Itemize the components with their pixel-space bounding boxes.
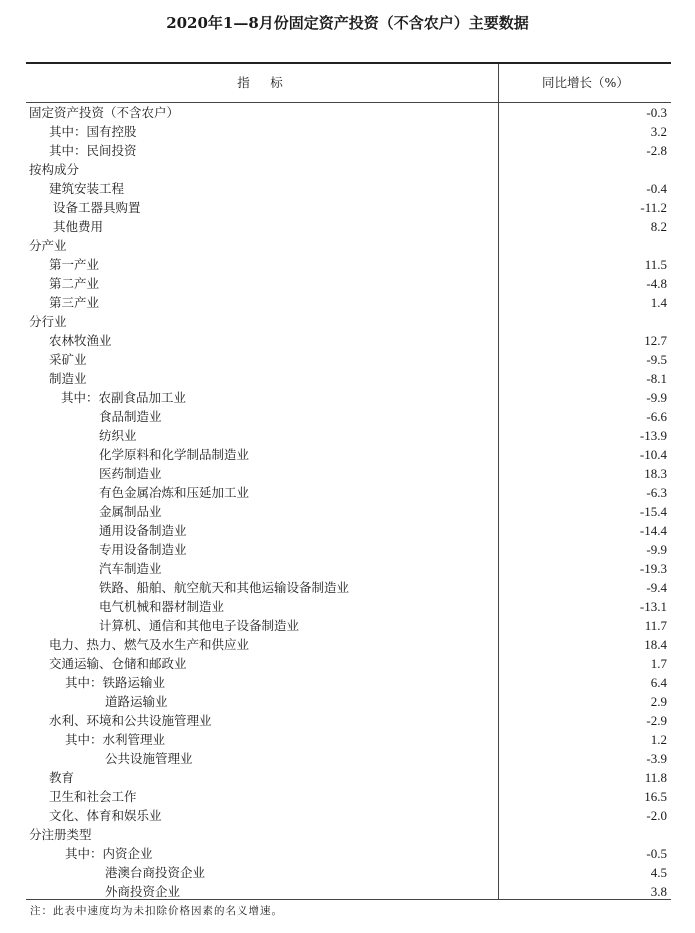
table-row [26, 730, 671, 749]
row-label: 计算机、通信和其他电子设备制造业 [99, 618, 300, 633]
row-label: 卫生和社会工作 [49, 789, 137, 804]
row-value: 2.9 [650, 694, 667, 709]
row-value: 1.2 [650, 732, 667, 747]
row-label: 纺织业 [99, 428, 137, 443]
row-label: 专用设备制造业 [99, 542, 187, 557]
row-value: 1.4 [650, 295, 667, 310]
table-row [26, 160, 671, 179]
table-row [26, 483, 671, 502]
row-value: -9.9 [646, 390, 667, 405]
row-label: 农林牧渔业 [49, 333, 112, 348]
table-row [26, 293, 671, 312]
table-row [26, 426, 671, 445]
table-row [26, 122, 671, 141]
table-row [26, 274, 671, 293]
row-label: 港澳台商投资企业 [105, 865, 206, 880]
row-label: 分注册类型 [29, 827, 92, 842]
row-label: 教育 [49, 770, 75, 785]
table-row [26, 217, 671, 236]
header-indicator: 指 标 [237, 75, 287, 90]
row-label: 分产业 [29, 238, 67, 253]
row-value: -2.8 [646, 143, 667, 158]
table-row [26, 673, 671, 692]
row-value: -0.4 [646, 181, 667, 196]
row-label: 医药制造业 [99, 466, 162, 481]
row-value: 3.8 [650, 884, 667, 899]
table-row [26, 502, 671, 521]
row-label: 分行业 [29, 314, 67, 329]
data-table [26, 62, 671, 900]
row-label: 制造业 [49, 371, 87, 386]
table-row [26, 179, 671, 198]
row-value: -2.0 [646, 808, 667, 823]
table-rows [26, 103, 671, 901]
row-label: 其中：民间投资 [49, 143, 137, 158]
table-row [26, 749, 671, 768]
table-row [26, 103, 671, 122]
row-value: -6.3 [646, 485, 667, 500]
table-row [26, 711, 671, 730]
row-value: -19.3 [639, 561, 667, 576]
row-value: -9.5 [646, 352, 667, 367]
row-label: 采矿业 [49, 352, 87, 367]
table-note: 注：此表中速度均为未扣除价格因素的名义增速。 [30, 905, 283, 917]
row-value: 18.4 [644, 637, 667, 652]
row-value: -9.9 [646, 542, 667, 557]
row-label: 交通运输、仓储和邮政业 [49, 656, 187, 671]
row-label: 金属制品业 [99, 504, 162, 519]
row-label: 通用设备制造业 [99, 523, 187, 538]
row-label: 固定资产投资（不含农户） [29, 105, 180, 120]
table-row [26, 255, 671, 274]
table-row [26, 369, 671, 388]
row-value: -0.5 [646, 846, 667, 861]
row-value: -4.8 [646, 276, 667, 291]
row-label: 第二产业 [49, 276, 100, 291]
table-row [26, 768, 671, 787]
row-value: -13.1 [639, 599, 667, 614]
table-row [26, 407, 671, 426]
table-row [26, 825, 671, 844]
table-header [26, 64, 671, 103]
row-value: 16.5 [644, 789, 667, 804]
table-row [26, 692, 671, 711]
row-label: 电力、热力、燃气及水生产和供应业 [49, 637, 250, 652]
row-label: 道路运输业 [105, 694, 168, 709]
row-label: 外商投资企业 [105, 884, 181, 899]
row-value: -15.4 [639, 504, 667, 519]
table-row [26, 882, 671, 901]
row-value: -14.4 [639, 523, 667, 538]
table-row [26, 616, 671, 635]
table-row [26, 445, 671, 464]
table-row [26, 787, 671, 806]
table-body [26, 103, 671, 900]
row-value: 4.5 [650, 865, 667, 880]
table-row [26, 464, 671, 483]
table-row [26, 198, 671, 217]
row-label: 其中：内资企业 [65, 846, 153, 861]
table-row [26, 654, 671, 673]
table-row [26, 578, 671, 597]
table-row [26, 236, 671, 255]
row-label: 其中：铁路运输业 [65, 675, 166, 690]
row-label: 其中：水利管理业 [65, 732, 166, 747]
table-row [26, 635, 671, 654]
table-row [26, 540, 671, 559]
table-row [26, 388, 671, 407]
row-label: 按构成分 [29, 162, 80, 177]
row-label: 建筑安装工程 [49, 181, 125, 196]
row-value: 11.8 [644, 770, 667, 785]
row-value: -0.3 [646, 105, 667, 120]
row-value: -9.4 [646, 580, 667, 595]
row-value: 18.3 [644, 466, 667, 481]
row-label: 汽车制造业 [99, 561, 162, 576]
row-value: -6.6 [646, 409, 667, 424]
row-label: 第三产业 [49, 295, 100, 310]
row-label: 其中：国有控股 [49, 124, 137, 139]
row-label: 其他费用 [53, 219, 104, 234]
row-label: 其中：农副食品加工业 [61, 390, 187, 405]
row-value: -3.9 [646, 751, 667, 766]
row-value: -2.9 [646, 713, 667, 728]
row-label: 第一产业 [49, 257, 100, 272]
table-row [26, 559, 671, 578]
row-value: 6.4 [650, 675, 667, 690]
row-label: 铁路、船舶、航空航天和其他运输设备制造业 [99, 580, 350, 595]
row-value: -8.1 [646, 371, 667, 386]
table-row [26, 844, 671, 863]
row-label: 食品制造业 [99, 409, 162, 424]
table-row [26, 806, 671, 825]
row-label: 公共设施管理业 [105, 751, 193, 766]
row-value: 11.7 [644, 618, 667, 633]
table-row [26, 312, 671, 331]
table-row [26, 521, 671, 540]
table-row [26, 597, 671, 616]
row-value: 12.7 [644, 333, 667, 348]
row-value: -13.9 [639, 428, 667, 443]
table-row [26, 350, 671, 369]
row-value: 3.2 [650, 124, 667, 139]
page-title: 2020年1—8月份固定资产投资（不含农户）主要数据 [166, 14, 529, 32]
row-value: -10.4 [639, 447, 667, 462]
row-value: 8.2 [650, 219, 667, 234]
row-label: 水利、环境和公共设施管理业 [49, 713, 212, 728]
row-value: 1.7 [650, 656, 667, 671]
table-row [26, 863, 671, 882]
table-row [26, 331, 671, 350]
row-label: 设备工器具购置 [53, 200, 141, 215]
row-label: 电气机械和器材制造业 [99, 599, 225, 614]
row-value: 11.5 [644, 257, 667, 272]
row-label: 化学原料和化学制品制造业 [99, 447, 250, 462]
row-label: 文化、体育和娱乐业 [49, 808, 162, 823]
header-growth: 同比增长（%） [498, 64, 672, 102]
row-value: -11.2 [640, 200, 667, 215]
table-row [26, 141, 671, 160]
row-label: 有色金属冶炼和压延加工业 [99, 485, 250, 500]
